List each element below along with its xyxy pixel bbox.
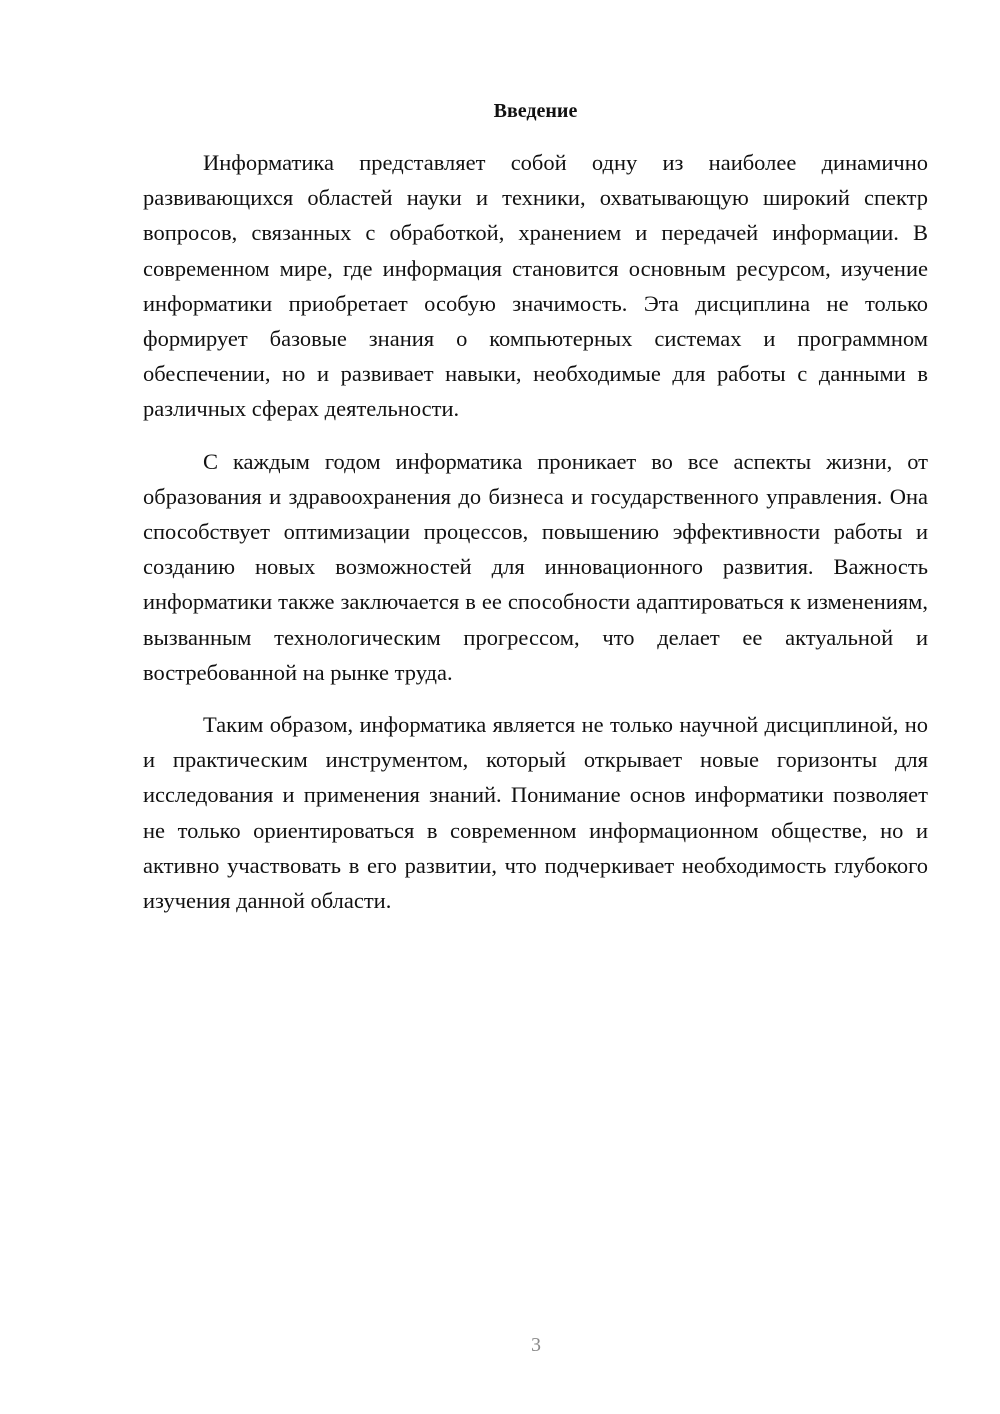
paragraph-1: Информатика представляет собой одну из наиболее динамично развивающихся областей науки и техники, охватывающую широкий спектр вопросов, связанных с обработкой, хранением и передачей информации. В современном мире, где информация становится основным ресурсом, изучение информатики приобретает особую значимость. Эта дисциплина не только формирует базовые знания о компьютерных системах и программном обеспечении, но и развивает навыки, необходимые для работы с данными в различных сферах деятельности. [143,150,928,422]
paragraph-2: С каждым годом информатика проникает во все аспекты жизни, от образования и здравоохранения до бизнеса и государственного управления. Она способствует оптимизации процессов, повышению эффективности работы и созданию новых возможностей для инновационного развития. Важность информатики также заключается в ее способности адаптироваться к изменениям, вызванным технологическим прогрессом, что делает ее актуальной и востребованной на рынке труда. [143,448,928,685]
section-title: Введение [493,100,578,122]
document-body [143,97,928,918]
page-number: 3 [531,1334,541,1356]
paragraph-3: Таким образом, информатика является не только научной дисциплиной, но и практическим инструментом, который открывает новые горизонты для исследования и применения знаний. Понимание основ информатики позволяет не только ориентироваться в современном информационном обществе, но и активно участвовать в его развитии, что подчеркивает необходимость глубокого изучения данной области. [143,712,928,914]
